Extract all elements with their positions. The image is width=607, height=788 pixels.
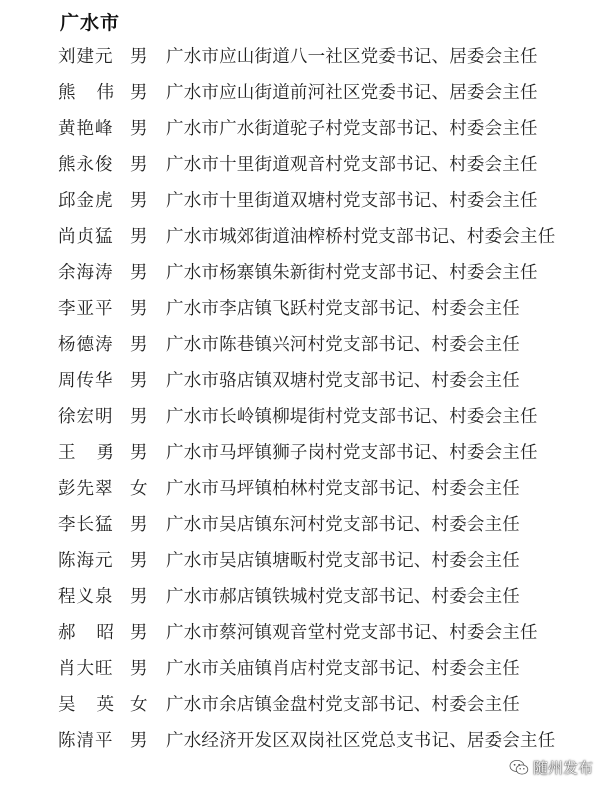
- list-item: [0, 471, 607, 507]
- person-name: 吴英: [58, 695, 135, 715]
- person-position: 广水市蔡河镇观音堂村党支部书记、村委会主任: [166, 623, 538, 643]
- person-position: 广水市杨寨镇朱新街村党支部书记、村委会主任: [166, 263, 538, 283]
- list-item: [0, 399, 607, 435]
- person-gender: 女: [130, 479, 148, 499]
- list-item: [0, 723, 607, 759]
- person-position: 广水市关庙镇肖店村党支部书记、村委会主任: [166, 659, 520, 679]
- person-name: 杨德涛: [58, 335, 114, 355]
- person-name: 熊永俊: [58, 155, 114, 175]
- person-position: 广水市吴店镇塘畈村党支部书记、村委会主任: [166, 551, 520, 571]
- person-gender: 男: [130, 47, 148, 67]
- list-item: [0, 579, 607, 615]
- person-name: 黄艳峰: [58, 119, 114, 139]
- list-item: [0, 651, 607, 687]
- person-name: 陈海元: [58, 551, 114, 571]
- list-item: [0, 327, 607, 363]
- list-item: [0, 615, 607, 651]
- person-name: 郝昭: [58, 623, 135, 643]
- person-gender: 男: [130, 407, 148, 427]
- person-gender: 男: [130, 659, 148, 679]
- person-name: 尚贞猛: [58, 227, 114, 247]
- list-item: [0, 183, 607, 219]
- list-item: [0, 507, 607, 543]
- list-item: [0, 255, 607, 291]
- list-item: [0, 39, 607, 75]
- person-position: 广水市骆店镇双塘村党支部书记、村委会主任: [166, 371, 520, 391]
- list-item: [0, 687, 607, 723]
- person-name: 陈清平: [58, 731, 114, 751]
- person-position: 广水市长岭镇柳堤街村党支部书记、村委会主任: [166, 407, 538, 427]
- person-gender: 男: [130, 83, 148, 103]
- honoree-list: [0, 39, 607, 759]
- person-name: 王勇: [58, 443, 135, 463]
- person-gender: 男: [130, 335, 148, 355]
- person-name: 李长猛: [58, 515, 114, 535]
- list-item: [0, 363, 607, 399]
- person-position: 广水市十里街道双塘村党支部书记、村委会主任: [166, 191, 538, 211]
- person-name: 周传华: [58, 371, 114, 391]
- person-gender: 男: [130, 263, 148, 283]
- person-position: 广水市马坪镇狮子岗村党支部书记、村委会主任: [166, 443, 538, 463]
- person-gender: 男: [130, 587, 148, 607]
- person-gender: 男: [130, 731, 148, 751]
- person-position: 广水市城郊街道油榨桥村党支部书记、村委会主任: [166, 227, 556, 247]
- watermark-text: 随州发布: [532, 759, 593, 777]
- person-position: 广水市郝店镇铁城村党支部书记、村委会主任: [166, 587, 520, 607]
- person-gender: 男: [130, 623, 148, 643]
- person-gender: 男: [130, 299, 148, 319]
- person-gender: 男: [130, 551, 148, 571]
- person-position: 广水市马坪镇柏林村党支部书记、村委会主任: [166, 479, 520, 499]
- person-name: 刘建元: [58, 47, 114, 67]
- person-name: 邱金虎: [58, 191, 114, 211]
- person-position: 广水市广水街道驼子村党支部书记、村委会主任: [166, 119, 538, 139]
- list-item: [0, 291, 607, 327]
- person-position: 广水市余店镇金盘村党支部书记、村委会主任: [166, 695, 520, 715]
- list-item: [0, 219, 607, 255]
- person-name: 肖大旺: [58, 659, 114, 679]
- person-gender: 男: [130, 515, 148, 535]
- person-gender: 男: [130, 371, 148, 391]
- person-name: 徐宏明: [58, 407, 114, 427]
- person-position: 广水市吴店镇东河村党支部书记、村委会主任: [166, 515, 520, 535]
- list-item: [0, 75, 607, 111]
- person-gender: 女: [130, 695, 148, 715]
- person-gender: 男: [130, 443, 148, 463]
- person-name: 程义泉: [58, 587, 114, 607]
- person-position: 广水市陈巷镇兴河村党支部书记、村委会主任: [166, 335, 520, 355]
- person-gender: 男: [130, 119, 148, 139]
- person-name: 李亚平: [58, 299, 114, 319]
- person-gender: 男: [130, 227, 148, 247]
- list-item: [0, 147, 607, 183]
- source-watermark: [509, 757, 593, 778]
- person-position: 广水市李店镇飞跃村党支部书记、村委会主任: [166, 299, 520, 319]
- person-position: 广水经济开发区双岗社区党总支书记、居委会主任: [166, 731, 556, 751]
- person-gender: 男: [130, 191, 148, 211]
- person-gender: 男: [130, 155, 148, 175]
- person-name: 余海涛: [58, 263, 114, 283]
- list-item: [0, 111, 607, 147]
- person-position: 广水市应山街道八一社区党委书记、居委会主任: [166, 47, 538, 67]
- list-item: [0, 435, 607, 471]
- wechat-icon: [509, 759, 529, 776]
- person-position: 广水市应山街道前河社区党委书记、居委会主任: [166, 83, 538, 103]
- person-name: 彭先翠: [58, 479, 114, 499]
- section-heading: 广水市: [60, 12, 121, 34]
- list-item: [0, 543, 607, 579]
- person-position: 广水市十里街道观音村党支部书记、村委会主任: [166, 155, 538, 175]
- person-name: 熊伟: [58, 83, 135, 103]
